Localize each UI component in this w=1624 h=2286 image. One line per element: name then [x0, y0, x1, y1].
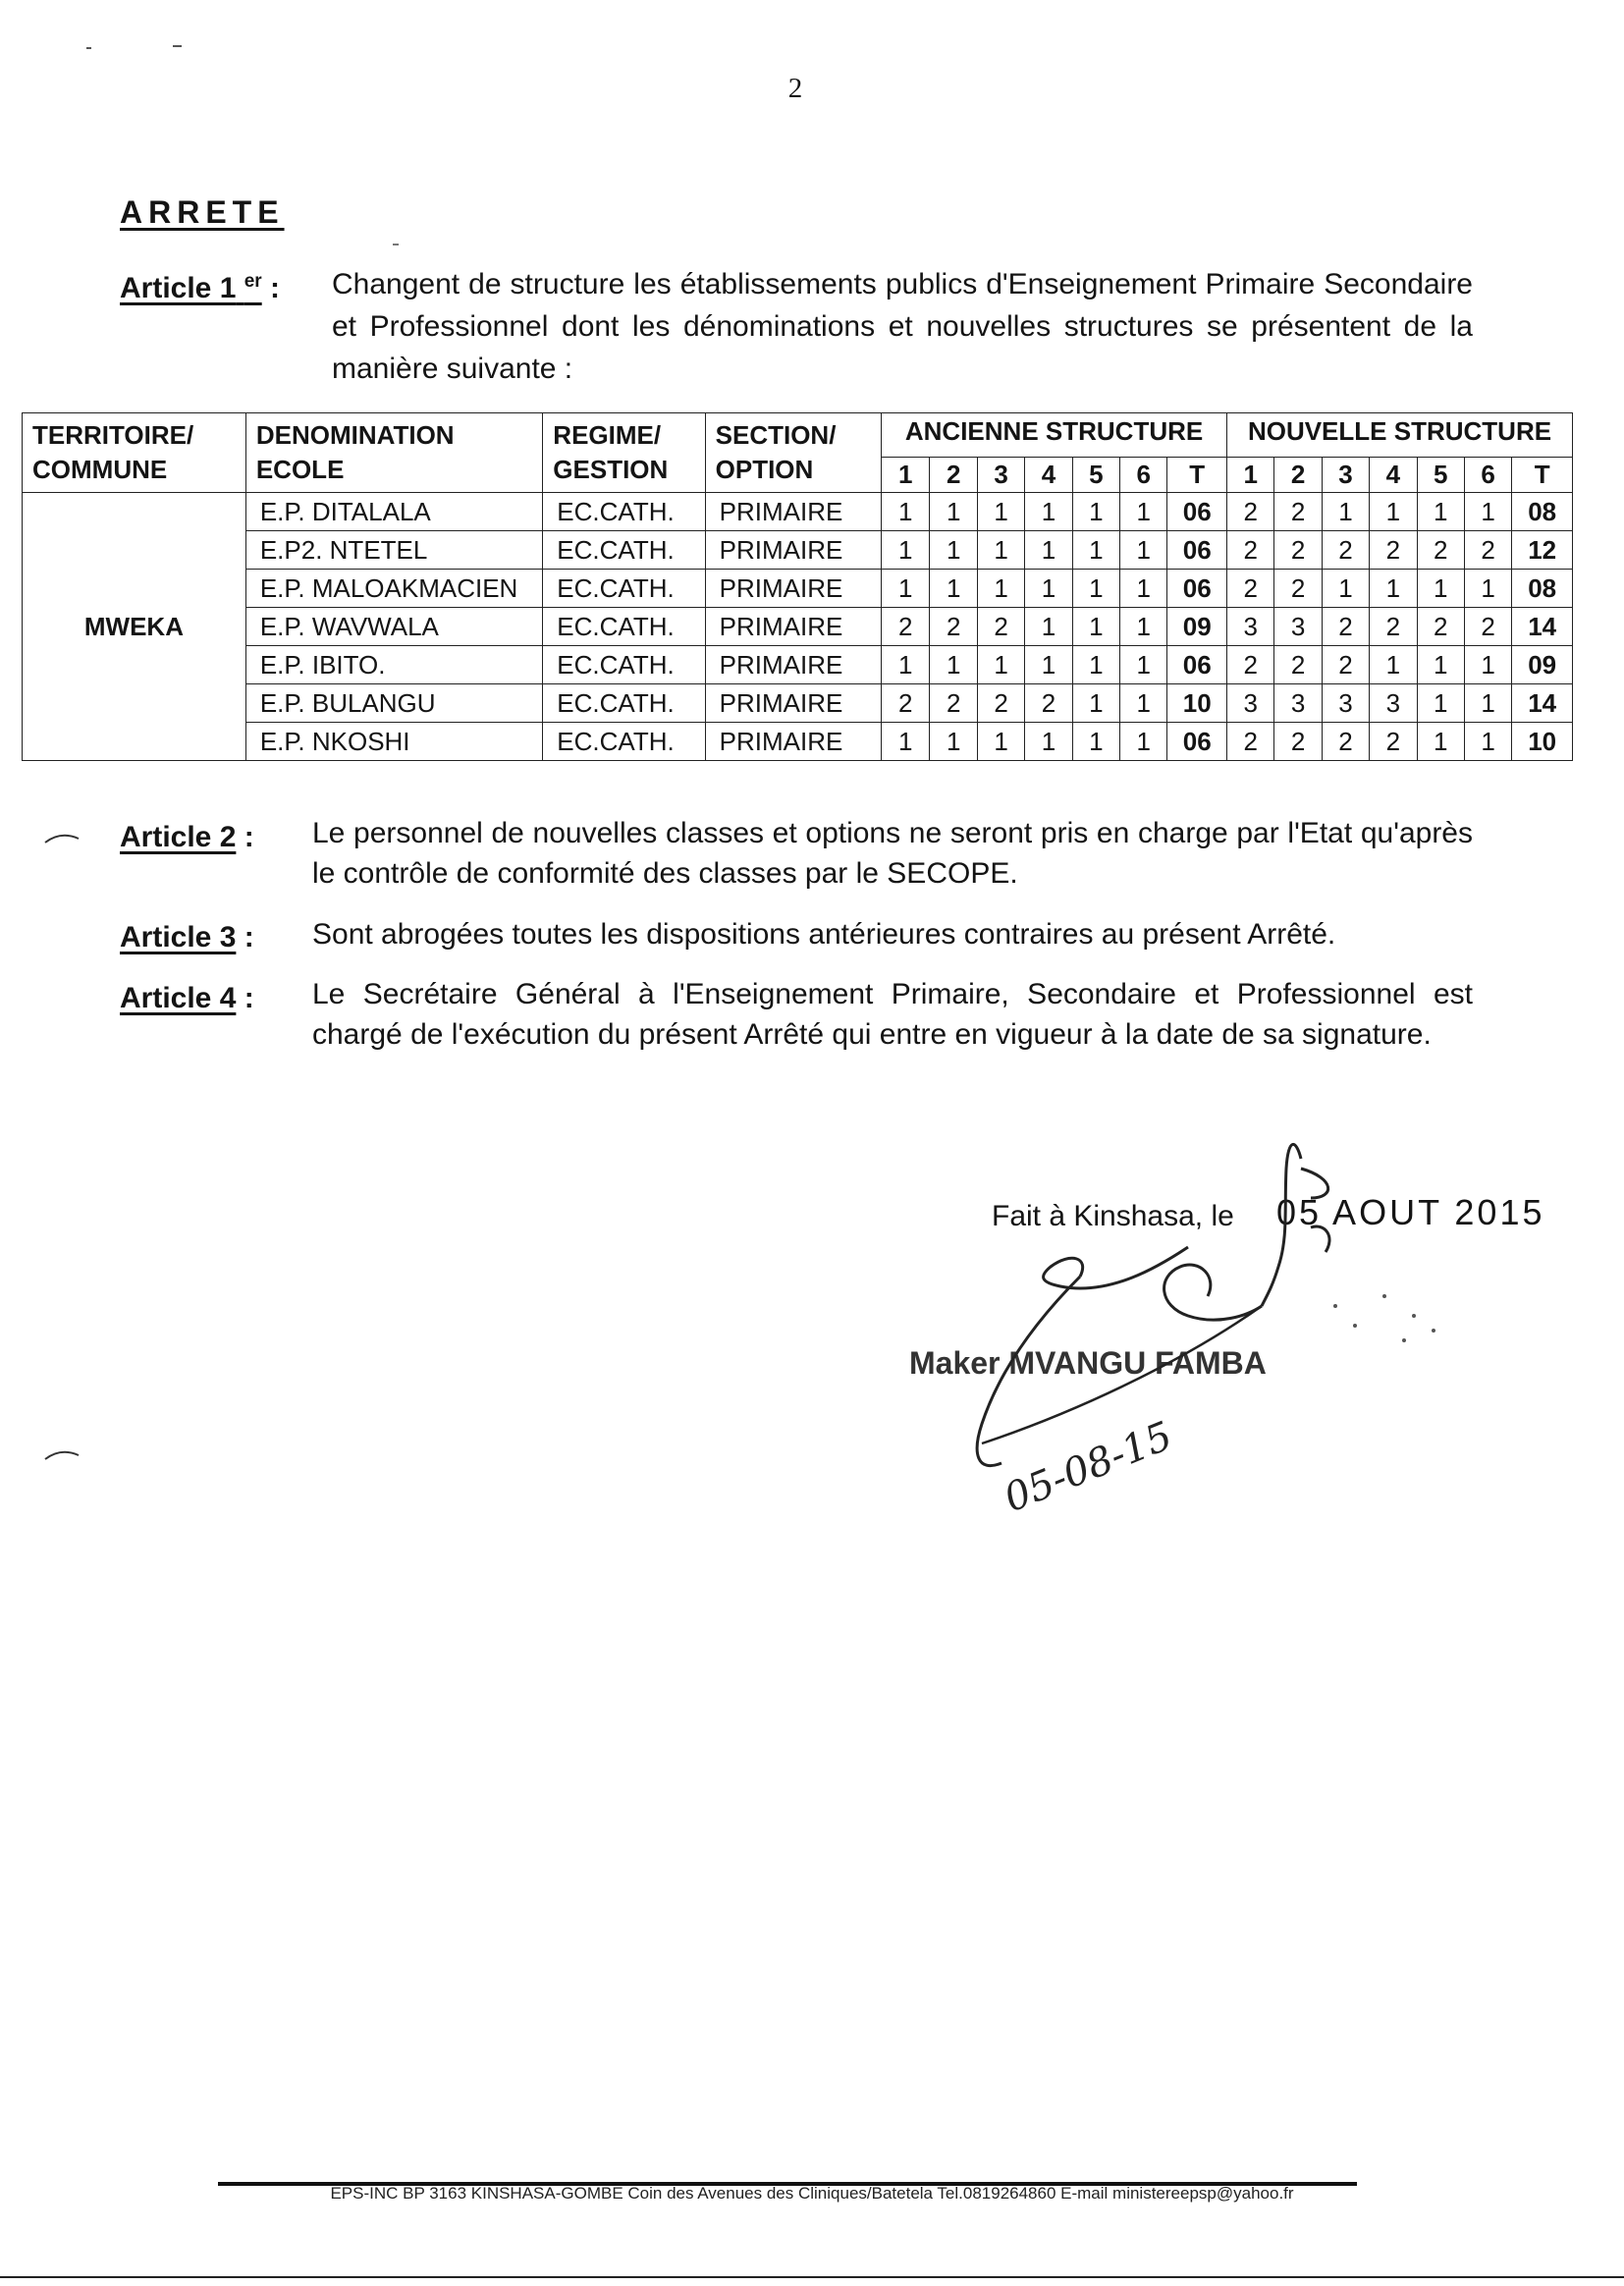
nouvelle-value-cell: 1 [1370, 493, 1417, 531]
nouvelle-value-cell: 3 [1274, 684, 1322, 723]
regime-cell: EC.CATH. [543, 723, 705, 761]
scan-speck [173, 45, 182, 47]
nouvelle-total-cell: 12 [1512, 531, 1573, 570]
regime-cell: EC.CATH. [543, 684, 705, 723]
ancienne-value-cell: 1 [1120, 723, 1167, 761]
nouvelle-col-3: 3 [1322, 458, 1369, 493]
ancienne-value-cell: 1 [1072, 493, 1119, 531]
ancienne-value-cell: 1 [1120, 493, 1167, 531]
ancienne-value-cell: 2 [882, 684, 930, 723]
punch-hole-mark [43, 1447, 82, 1461]
nouvelle-col-2: 2 [1274, 458, 1322, 493]
ancienne-value-cell: 1 [1025, 646, 1072, 684]
nouvelle-value-cell: 1 [1417, 646, 1464, 684]
ecole-cell: E.P. WAVWALA [245, 608, 542, 646]
nouvelle-value-cell: 1 [1464, 646, 1511, 684]
nouvelle-total-cell: 10 [1512, 723, 1573, 761]
article-4-label: Article 4 : [120, 982, 254, 1014]
nouvelle-col-4: 4 [1370, 458, 1417, 493]
nouvelle-total-cell: 08 [1512, 493, 1573, 531]
nouvelle-value-cell: 2 [1417, 531, 1464, 570]
nouvelle-value-cell: 1 [1464, 723, 1511, 761]
ancienne-col-4: 4 [1025, 458, 1072, 493]
ancienne-value-cell: 2 [930, 684, 977, 723]
ancienne-total-cell: 06 [1167, 531, 1227, 570]
ancienne-value-cell: 1 [1120, 684, 1167, 723]
header-section: SECTION/ OPTION [705, 413, 881, 493]
ancienne-col-2: 2 [930, 458, 977, 493]
article-4-text: Le Secrétaire Général à l'Enseignement Primaire, Secondaire et Professionnel est chargé de l'exécution du présent Arrêté qui entre en vigueur à la date de sa signature. [312, 978, 1473, 1051]
regime-cell: EC.CATH. [543, 570, 705, 608]
ancienne-col-5: 5 [1072, 458, 1119, 493]
ancienne-value-cell: 1 [1120, 570, 1167, 608]
table-row [23, 646, 1573, 684]
nouvelle-col-6: 6 [1464, 458, 1511, 493]
article-2-label: Article 2 : [120, 821, 254, 853]
nouvelle-value-cell: 2 [1464, 531, 1511, 570]
nouvelle-value-cell: 3 [1227, 608, 1274, 646]
ancienne-value-cell: 1 [930, 493, 977, 531]
nouvelle-value-cell: 2 [1227, 723, 1274, 761]
ancienne-value-cell: 1 [977, 531, 1024, 570]
header-ancienne-structure: ANCIENNE STRUCTURE [882, 413, 1227, 458]
nouvelle-value-cell: 3 [1227, 684, 1274, 723]
article-3-label: Article 3 : [120, 921, 254, 953]
nouvelle-value-cell: 1 [1464, 570, 1511, 608]
nouvelle-value-cell: 1 [1464, 493, 1511, 531]
article-1-label: Article 1 $^{er}$ : [120, 271, 281, 304]
section-cell: PRIMAIRE [705, 570, 881, 608]
nouvelle-total-cell: 09 [1512, 646, 1573, 684]
table-row [23, 608, 1573, 646]
nouvelle-value-cell: 1 [1417, 570, 1464, 608]
table-row [23, 723, 1573, 761]
page-number: 2 [787, 73, 803, 104]
page-bottom-edge [0, 2276, 1624, 2278]
nouvelle-value-cell: 2 [1227, 531, 1274, 570]
nouvelle-total-cell: 14 [1512, 608, 1573, 646]
header-regime: REGIME/ GESTION [543, 413, 705, 493]
nouvelle-col-5: 5 [1417, 458, 1464, 493]
nouvelle-value-cell: 3 [1274, 608, 1322, 646]
article-2-text: Le personnel de nouvelles classes et options ne seront pris en charge par l'Etat qu'après le contrôle de conformité des classes par le SECOPE. [312, 817, 1473, 890]
ancienne-value-cell: 1 [882, 570, 930, 608]
section-cell: PRIMAIRE [705, 684, 881, 723]
regime-cell: EC.CATH. [543, 531, 705, 570]
nouvelle-value-cell: 3 [1370, 684, 1417, 723]
nouvelle-value-cell: 1 [1370, 570, 1417, 608]
document-heading: ARRETE [120, 194, 285, 230]
scan-speck [86, 47, 91, 49]
section-cell: PRIMAIRE [705, 608, 881, 646]
nouvelle-col-1: 1 [1227, 458, 1274, 493]
ancienne-value-cell: 1 [930, 646, 977, 684]
regime-cell: EC.CATH. [543, 493, 705, 531]
nouvelle-value-cell: 2 [1227, 493, 1274, 531]
ancienne-value-cell: 1 [977, 570, 1024, 608]
ancienne-value-cell: 1 [1072, 570, 1119, 608]
ancienne-value-cell: 1 [1025, 493, 1072, 531]
nouvelle-value-cell: 1 [1370, 646, 1417, 684]
ancienne-total-cell: 06 [1167, 570, 1227, 608]
nouvelle-value-cell: 1 [1417, 684, 1464, 723]
nouvelle-value-cell: 2 [1322, 723, 1369, 761]
ecole-cell: E.P. DITALALA [245, 493, 542, 531]
nouvelle-col-t: T [1512, 458, 1573, 493]
ancienne-value-cell: 1 [882, 531, 930, 570]
table-row [23, 570, 1573, 608]
table-row [23, 493, 1573, 531]
ancienne-value-cell: 1 [977, 493, 1024, 531]
ancienne-value-cell: 1 [930, 531, 977, 570]
nouvelle-value-cell: 2 [1274, 493, 1322, 531]
header-territoire: TERRITOIRE/ COMMUNE [23, 413, 246, 493]
ancienne-value-cell: 1 [977, 646, 1024, 684]
ecole-cell: E.P. MALOAKMACIEN [245, 570, 542, 608]
ancienne-value-cell: 1 [1120, 531, 1167, 570]
ancienne-col-6: 6 [1120, 458, 1167, 493]
nouvelle-value-cell: 2 [1322, 646, 1369, 684]
ancienne-value-cell: 1 [882, 493, 930, 531]
table-row [23, 684, 1573, 723]
nouvelle-value-cell: 3 [1322, 684, 1369, 723]
ancienne-total-cell: 06 [1167, 646, 1227, 684]
ancienne-value-cell: 1 [930, 570, 977, 608]
table-row [23, 531, 1573, 570]
ancienne-total-cell: 06 [1167, 493, 1227, 531]
scan-speck [393, 244, 399, 245]
ancienne-total-cell: 06 [1167, 723, 1227, 761]
nouvelle-value-cell: 1 [1417, 493, 1464, 531]
nouvelle-value-cell: 2 [1227, 646, 1274, 684]
signature-place: Fait à Kinshasa, le [992, 1200, 1234, 1232]
nouvelle-value-cell: 2 [1370, 531, 1417, 570]
ancienne-value-cell: 1 [977, 723, 1024, 761]
nouvelle-value-cell: 1 [1322, 570, 1369, 608]
header-denomination: DENOMINATION ECOLE [245, 413, 542, 493]
section-cell: PRIMAIRE [705, 723, 881, 761]
ancienne-col-t: T [1167, 458, 1227, 493]
article-1-text: Changent de structure les établissements publics d'Enseignement Primaire Secondaire et Professionnel dont les dénominations et nouvelles structures se présentent de la manière suivante : [332, 268, 1473, 385]
nouvelle-value-cell: 2 [1417, 608, 1464, 646]
section-cell: PRIMAIRE [705, 531, 881, 570]
ecole-cell: E.P. BULANGU [245, 684, 542, 723]
ancienne-col-1: 1 [882, 458, 930, 493]
table-body [23, 493, 1573, 761]
nouvelle-value-cell: 2 [1274, 646, 1322, 684]
footer-address: EPS-INC BP 3163 KINSHASA-GOMBE Coin des Avenues des Cliniques/Batetela Tel.0819264860 E-mail ministereepsp@yahoo.fr [330, 2184, 1294, 2203]
ancienne-value-cell: 2 [1025, 684, 1072, 723]
ancienne-value-cell: 1 [1072, 531, 1119, 570]
nouvelle-value-cell: 2 [1322, 608, 1369, 646]
ancienne-value-cell: 2 [930, 608, 977, 646]
nouvelle-value-cell: 2 [1322, 531, 1369, 570]
ecole-cell: E.P. NKOSHI [245, 723, 542, 761]
ecole-cell: E.P. IBITO. [245, 646, 542, 684]
nouvelle-value-cell: 2 [1274, 531, 1322, 570]
nouvelle-total-cell: 14 [1512, 684, 1573, 723]
ancienne-value-cell: 2 [977, 608, 1024, 646]
ancienne-value-cell: 1 [882, 646, 930, 684]
ancienne-value-cell: 2 [977, 684, 1024, 723]
regime-cell: EC.CATH. [543, 646, 705, 684]
signature-date-stamp: 05 AOUT 2015 [1276, 1192, 1545, 1232]
nouvelle-value-cell: 2 [1370, 608, 1417, 646]
handwritten-date: 05-08-15 [998, 1413, 1179, 1522]
ancienne-value-cell: 1 [1120, 608, 1167, 646]
ancienne-total-cell: 10 [1167, 684, 1227, 723]
signatory-name: Maker MVANGU FAMBA [909, 1345, 1267, 1381]
ancienne-value-cell: 1 [1025, 608, 1072, 646]
nouvelle-value-cell: 2 [1370, 723, 1417, 761]
ancienne-value-cell: 1 [1025, 570, 1072, 608]
nouvelle-value-cell: 1 [1322, 493, 1369, 531]
ancienne-value-cell: 1 [1072, 646, 1119, 684]
ancienne-value-cell: 1 [930, 723, 977, 761]
commune-cell: MWEKA [23, 493, 246, 761]
article-3-text: Sont abrogées toutes les dispositions antérieures contraires au présent Arrêté. [312, 918, 1336, 951]
nouvelle-value-cell: 2 [1227, 570, 1274, 608]
section-cell: PRIMAIRE [705, 646, 881, 684]
ancienne-value-cell: 2 [882, 608, 930, 646]
nouvelle-value-cell: 2 [1274, 723, 1322, 761]
nouvelle-value-cell: 1 [1417, 723, 1464, 761]
structure-table [22, 412, 1573, 761]
handwritten-signature [923, 1129, 1473, 1542]
ancienne-value-cell: 1 [1072, 723, 1119, 761]
ancienne-total-cell: 09 [1167, 608, 1227, 646]
ancienne-value-cell: 1 [1025, 531, 1072, 570]
ancienne-value-cell: 1 [1072, 608, 1119, 646]
ancienne-value-cell: 1 [1025, 723, 1072, 761]
ancienne-col-3: 3 [977, 458, 1024, 493]
nouvelle-value-cell: 2 [1464, 608, 1511, 646]
section-cell: PRIMAIRE [705, 493, 881, 531]
ecole-cell: E.P2. NTETEL [245, 531, 542, 570]
ancienne-value-cell: 1 [1072, 684, 1119, 723]
nouvelle-total-cell: 08 [1512, 570, 1573, 608]
punch-hole-mark [43, 831, 82, 844]
nouvelle-value-cell: 1 [1464, 684, 1511, 723]
ancienne-value-cell: 1 [882, 723, 930, 761]
ancienne-value-cell: 1 [1120, 646, 1167, 684]
nouvelle-value-cell: 2 [1274, 570, 1322, 608]
regime-cell: EC.CATH. [543, 608, 705, 646]
header-nouvelle-structure: NOUVELLE STRUCTURE [1227, 413, 1573, 458]
